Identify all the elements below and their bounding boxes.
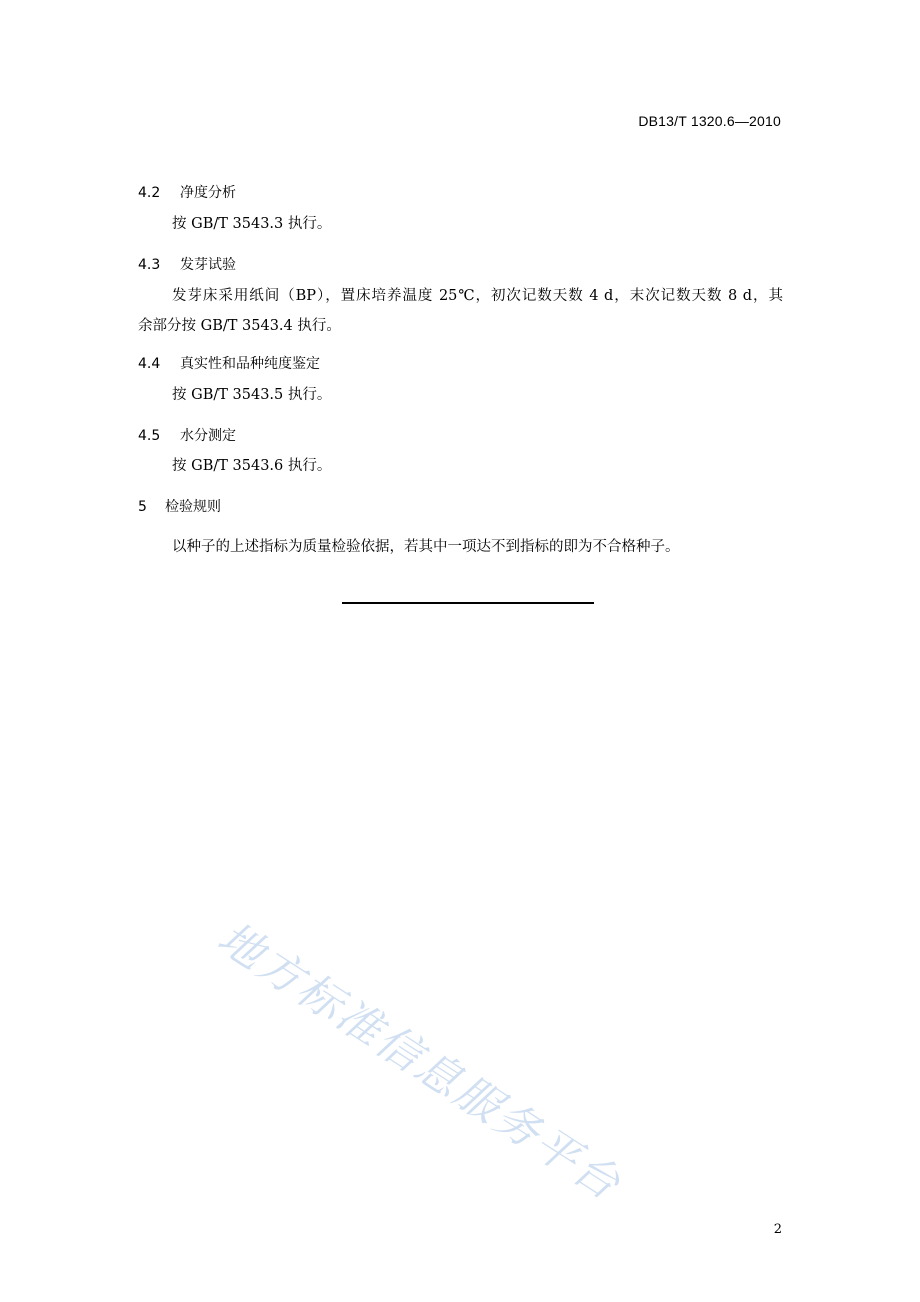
section-title: 水分测定 bbox=[180, 428, 236, 444]
section-title: 真实性和品种纯度鉴定 bbox=[180, 356, 320, 372]
page-number: 2 bbox=[773, 1222, 782, 1237]
section-text-4-5: 按 GB/T 3543.6 执行。 bbox=[172, 458, 332, 474]
section-number: 4.2 bbox=[138, 185, 161, 201]
section-text-4-4: 按 GB/T 3543.5 执行。 bbox=[172, 387, 332, 403]
watermark: 地方标准信息服务平台 bbox=[208, 912, 631, 1212]
paragraph-line-2: 余部分按 GB/T 3543.4 执行。 bbox=[138, 318, 341, 334]
section-heading-4-4 bbox=[138, 355, 320, 373]
end-of-document-rule bbox=[342, 602, 594, 604]
section-heading-5 bbox=[138, 498, 221, 516]
section-number: 4.5 bbox=[138, 428, 161, 444]
section-heading-4-2 bbox=[138, 184, 236, 202]
section-number: 4.3 bbox=[138, 257, 161, 273]
section-heading-4-5 bbox=[138, 427, 236, 445]
section-title: 净度分析 bbox=[180, 185, 236, 201]
document-code: DB13/T 1320.6—2010 bbox=[638, 113, 781, 129]
section-heading-4-3 bbox=[138, 256, 236, 274]
section-title: 发芽试验 bbox=[180, 257, 236, 273]
section-text-5: 以种子的上述指标为质量检验依据，若其中一项达不到指标的即为不合格种子。 bbox=[172, 539, 680, 555]
section-title: 检验规则 bbox=[165, 499, 221, 515]
section-number: 4.4 bbox=[138, 356, 161, 372]
section-text-4-2: 按 GB/T 3543.3 执行。 bbox=[172, 216, 332, 232]
paragraph-line-1: 发芽床采用纸间（BP），置床培养温度 25℃，初次记数天数 4 d，末次记数天数 8 d，其 bbox=[172, 288, 783, 304]
section-text-4-3 bbox=[138, 281, 783, 341]
section-number: 5 bbox=[138, 499, 147, 515]
